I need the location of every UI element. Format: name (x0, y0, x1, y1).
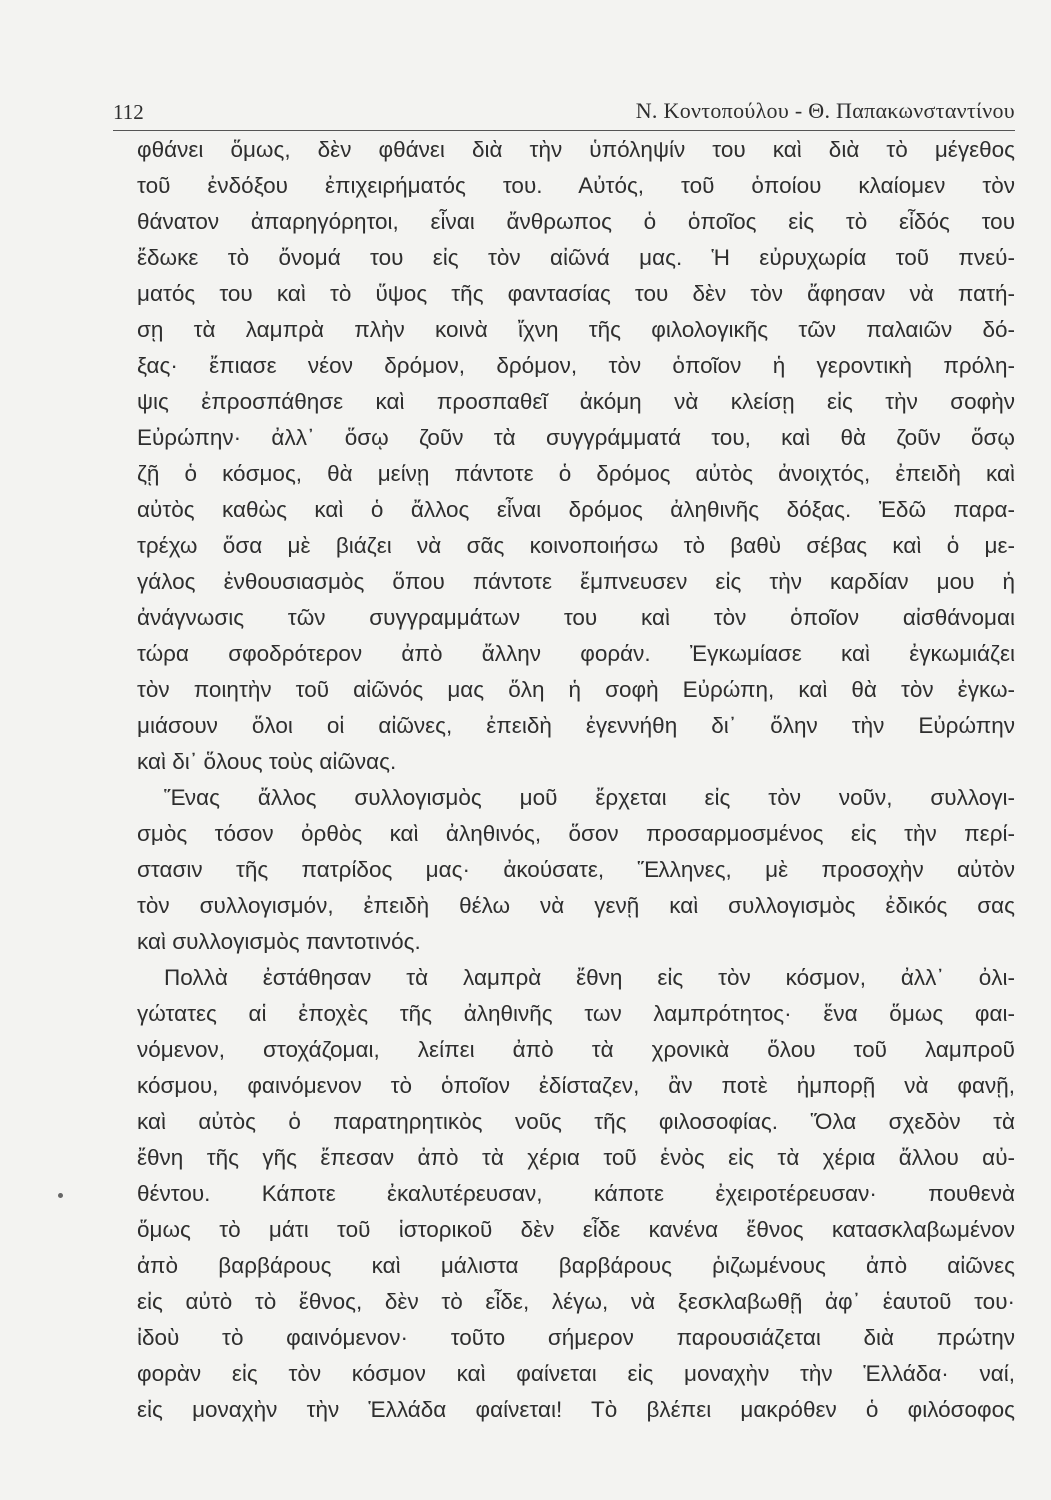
text-line: Ἕνας ἄλλος συλλογισμὸς μοῦ ἔρχεται εἰς τὸν νοῦν, συλλογι- (164, 785, 1015, 810)
text-line: ἀνάγνωσις τῶν συγγραμμάτων του καὶ τὸν ὁποῖον αἰσθάνομαι (137, 605, 1015, 630)
text-line: αὐτὸς καθὼς καὶ ὁ ἄλλος εἶναι δρόμος ἀληθινῆς δόξας. Ἐδῶ παρα- (137, 497, 1015, 522)
text-line: Πολλὰ ἐστάθησαν τὰ λαμπρὰ ἔθνη εἰς τὸν κόσμον, ἀλλ᾽ ὀλι- (164, 965, 1015, 990)
text-line: θάνατον ἀπαρηγόρητοι, εἶναι ἄνθρωπος ὁ ὁποῖος εἰς τὸ εἶδός του (137, 209, 1015, 234)
text-line: εἰς μοναχὴν τὴν Ἑλλάδα φαίνεται! Τὸ βλέπει μακρόθεν ὁ φιλόσοφος (137, 1397, 1015, 1422)
text-line: ματός του καὶ τὸ ὕψος τῆς φαντασίας του δὲν τὸν ἄφησαν νὰ πατή- (137, 281, 1015, 306)
text-line: ἰδοὺ τὸ φαινόμενον· τοῦτο σήμερον παρουσιάζεται διὰ πρώτην (137, 1325, 1015, 1350)
text-line: ζῇ ὁ κόσμος, θὰ μείνῃ πάντοτε ὁ δρόμος αὐτὸς ἀνοιχτός, ἐπειδὴ καὶ (137, 461, 1015, 486)
text-line: σμὸς τόσον ὀρθὸς καὶ ἀληθινός, ὅσον προσαρμοσμένος εἰς τὴν περί- (137, 821, 1015, 846)
text-line: σῃ τὰ λαμπρὰ πλὴν κοινὰ ἴχνη τῆς φιλολογικῆς τῶν παλαιῶν δό- (137, 317, 1015, 342)
text-line: θέντου. Κάποτε ἐκαλυτέρευσαν, κάποτε ἐχειροτέρευσαν· πουθενὰ (137, 1181, 1015, 1206)
text-line: γώτατες αἱ ἐποχὲς τῆς ἀληθινῆς των λαμπρότητος· ἕνα ὅμως φαι- (137, 1001, 1015, 1026)
text-line: τὸν συλλογισμόν, ἐπειδὴ θέλω νὰ γενῇ καὶ συλλογισμὸς ἐδικός σας (137, 893, 1015, 918)
page-number: 112 (113, 100, 144, 124)
running-head: Ν. Κοντοπούλου - Θ. Παπακωνσταντίνου (635, 98, 1015, 123)
text-line: φθάνει ὅμως, δὲν φθάνει διὰ τὴν ὑπόληψίν του καὶ διὰ τὸ μέγεθος (137, 137, 1015, 162)
text-line: ξας· ἔπιασε νέον δρόμον, δρόμον, τὸν ὁποῖον ἡ γεροντικὴ πρόλη- (137, 353, 1015, 378)
scan-speck (58, 1193, 63, 1198)
text-line: φορὰν εἰς τὸν κόσμον καὶ φαίνεται εἰς μοναχὴν τὴν Ἑλλάδα· ναί, (137, 1361, 1015, 1386)
text-line: ἔδωκε τὸ ὄνομά του εἰς τὸν αἰῶνά μας. Ἡ εὐρυχωρία τοῦ πνεύ- (137, 245, 1015, 270)
text-line: τὸν ποιητὴν τοῦ αἰῶνός μας ὅλη ἡ σοφὴ Εὐρώπη, καὶ θὰ τὸν ἐγκω- (137, 677, 1015, 702)
text-line: καὶ δι᾽ ὅλους τοὺς αἰῶνας. (137, 749, 397, 774)
page-header (113, 96, 1015, 126)
text-line: ψις ἐπροσπάθησε καὶ προσπαθεῖ ἀκόμη νὰ κλείσῃ εἰς τὴν σοφὴν (137, 389, 1015, 414)
text-line: νόμενον, στοχάζομαι, λείπει ἀπὸ τὰ χρονικὰ ὅλου τοῦ λαμπροῦ (137, 1037, 1015, 1062)
text-line: μιάσουν ὅλοι οἱ αἰῶνες, ἐπειδὴ ἐγεννήθη δι᾽ ὅλην τὴν Εὐρώπην (137, 713, 1015, 738)
text-line: εἰς αὐτὸ τὸ ἔθνος, δὲν τὸ εἶδε, λέγω, νὰ ξεσκλαβωθῇ ἀφ᾽ ἑαυτοῦ του· (137, 1289, 1015, 1314)
text-line: ἔθνη τῆς γῆς ἔπεσαν ἀπὸ τὰ χέρια τοῦ ἑνὸς εἰς τὰ χέρια ἄλλου αὐ- (137, 1145, 1015, 1170)
text-line: τώρα σφοδρότερον ἀπὸ ἄλλην φοράν. Ἐγκωμίασε καὶ ἐγκωμιάζει (137, 641, 1015, 666)
text-line: τοῦ ἐνδόξου ἐπιχειρήματός του. Αὐτός, τοῦ ὁποίου κλαίομεν τὸν (137, 173, 1015, 198)
body-text (137, 132, 1015, 1428)
text-line: στασιν τῆς πατρίδος μας· ἀκούσατε, Ἕλληνες, μὲ προσοχὴν αὐτὸν (137, 857, 1015, 882)
text-line: ἀπὸ βαρβάρους καὶ μάλιστα βαρβάρους ῥιζωμένους ἀπὸ αἰῶνες (137, 1253, 1015, 1278)
text-line: καὶ συλλογισμὸς παντοτινός. (137, 929, 421, 954)
text-line: κόσμου, φαινόμενον τὸ ὁποῖον ἐδίσταζεν, ἂν ποτὲ ἠμπορῇ νὰ φανῇ, (137, 1073, 1015, 1098)
text-line: γάλος ἐνθουσιασμὸς ὅπου πάντοτε ἔμπνευσεν εἰς τὴν καρδίαν μου ἡ (137, 569, 1015, 594)
text-line: ὅμως τὸ μάτι τοῦ ἱστορικοῦ δὲν εἶδε κανένα ἔθνος κατασκλαβωμένον (137, 1217, 1015, 1242)
text-line: Εὐρώπην· ἀλλ᾽ ὅσῳ ζοῦν τὰ συγγράμματά του, καὶ θὰ ζοῦν ὅσῳ (137, 425, 1015, 450)
text-line: καὶ αὐτὸς ὁ παρατηρητικὸς νοῦς τῆς φιλοσοφίας. Ὅλα σχεδὸν τὰ (137, 1109, 1015, 1134)
text-line: τρέχω ὅσα μὲ βιάζει νὰ σᾶς κοινοποιήσω τὸ βαθὺ σέβας καὶ ὁ με- (137, 533, 1015, 558)
header-rule (113, 130, 1015, 131)
